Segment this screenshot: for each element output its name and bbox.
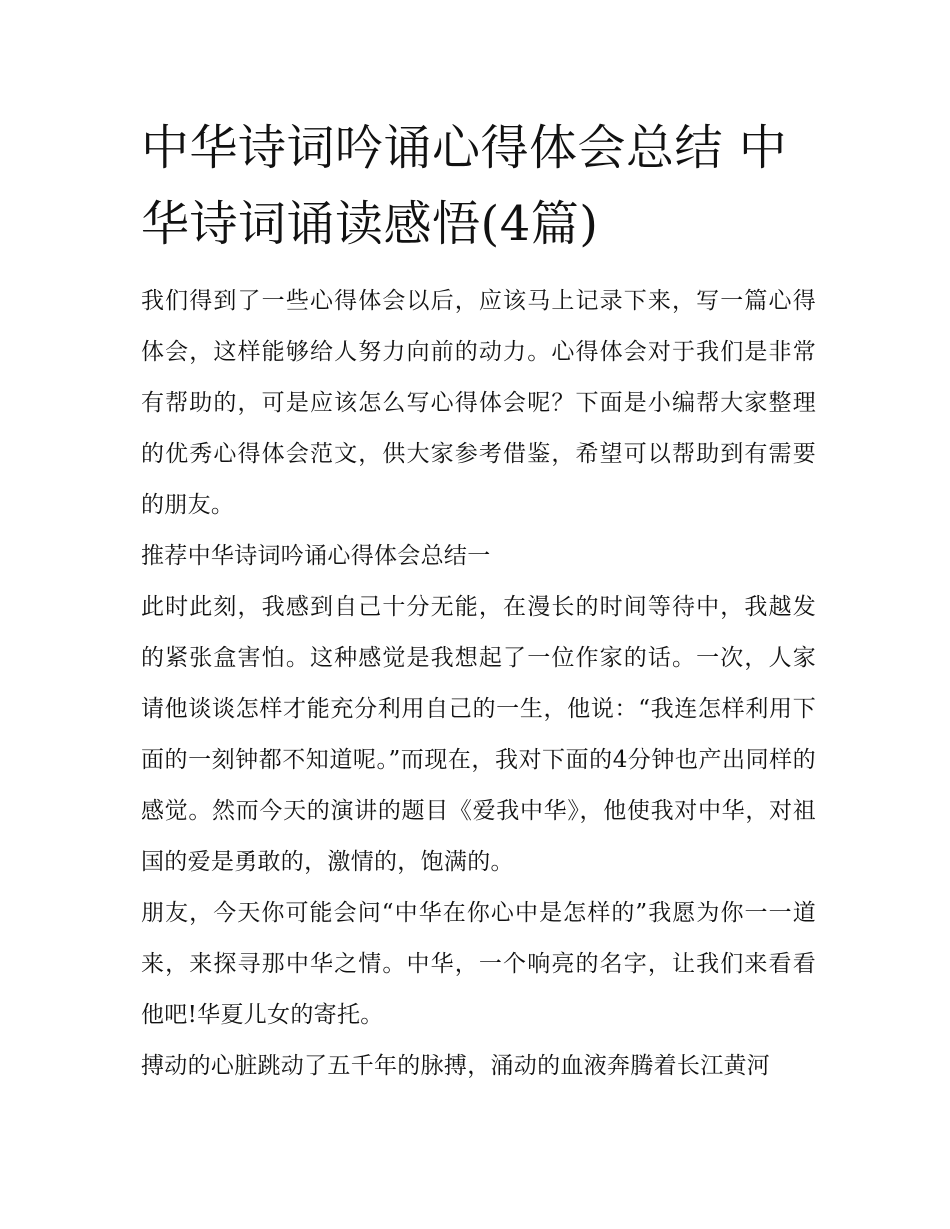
body-paragraph: 朋友，今天你可能会问“中华在你心中是怎样的”我愿为你一一道来，来探寻那中华之情。中华，一个响亮的名字，让我们来看看他吧!华夏儿女的寄托。 xyxy=(141,900,816,1028)
document-body xyxy=(141,276,816,1092)
intro-paragraph: 我们得到了一些心得体会以后，应该马上记录下来，写一篇心得体会，这样能够给人努力向前的动力。心得体会对于我们是非常有帮助的，可是应该怎么写心得体会呢？下面是小编帮大家整理的优秀心得体会范文，供大家参考借鉴，希望可以帮助到有需要的朋友。 xyxy=(141,288,816,518)
body-paragraph: 此时此刻，我感到自己十分无能，在漫长的时间等待中，我越发的紧张盒害怕。这种感觉是我想起了一位作家的话。一次，人家请他谈谈怎样才能充分利用自己的一生，他说：“我连怎样利用下面的一刻钟都不知道呢。”而现在，我对下面的4分钟也产出同样的感觉。然而今天的演讲的题目《爱我中华》，他使我对中华，对祖国的爱是勇敢的，激情的，饱满的。 xyxy=(141,594,816,875)
section-heading: 推荐中华诗词吟诵心得体会总结一 xyxy=(141,543,491,569)
body-paragraph: 搏动的心脏跳动了五千年的脉搏，涌动的血液奔腾着长江黄河 xyxy=(141,1053,771,1079)
document-title: 中华诗词吟诵心得体会总结 中华诗词诵读感悟(4篇) xyxy=(141,120,788,252)
